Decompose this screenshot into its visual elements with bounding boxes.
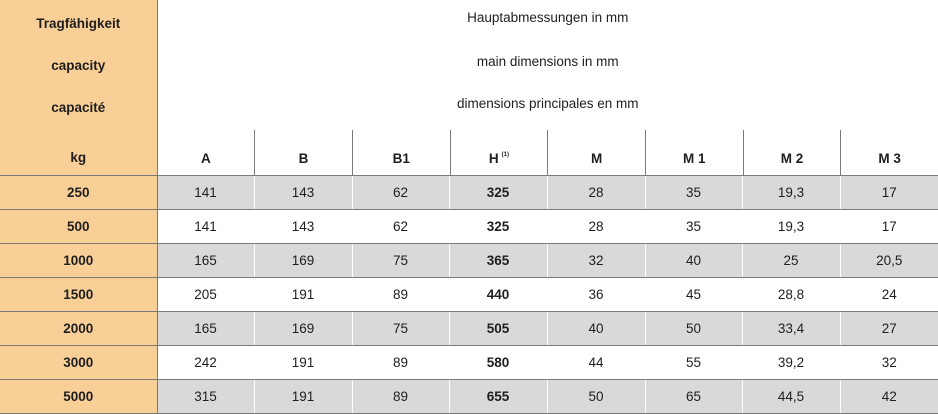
capacity-cell: 3000	[0, 346, 157, 380]
cell-h: 580	[449, 346, 547, 380]
header-row	[0, 0, 938, 176]
cell-a: 165	[157, 244, 254, 278]
capacity-label-fr: capacité	[0, 100, 157, 115]
cell-b: 191	[254, 346, 352, 380]
capacity-unit: kg	[0, 150, 157, 165]
table-row	[0, 244, 938, 278]
column-header-m: M	[547, 130, 645, 175]
cell-m1: 40	[645, 244, 742, 278]
cell-m: 32	[547, 244, 645, 278]
capacity-cell: 2000	[0, 312, 157, 346]
cell-h: 440	[449, 278, 547, 312]
capacity-cell: 1500	[0, 278, 157, 312]
cell-b: 169	[254, 312, 352, 346]
table-row	[0, 380, 938, 414]
column-header-b: B	[254, 130, 352, 175]
cell-m3: 20,5	[840, 244, 938, 278]
column-header-m3: M 3	[840, 130, 938, 175]
cell-m1: 55	[645, 346, 742, 380]
cell-h: 325	[449, 176, 547, 210]
capacity-cell: 5000	[0, 380, 157, 414]
cell-b1: 89	[352, 278, 449, 312]
capacity-label-de: Tragfähigkeit	[0, 16, 157, 31]
cell-m2: 33,4	[742, 312, 840, 346]
capacity-cell: 1000	[0, 244, 157, 278]
cell-m3: 17	[840, 210, 938, 244]
cell-m2: 39,2	[742, 346, 840, 380]
cell-m3: 17	[840, 176, 938, 210]
dimensions-title-fr: dimensions principales en mm	[158, 96, 938, 111]
cell-b1: 75	[352, 244, 449, 278]
cell-m2: 44,5	[742, 380, 840, 414]
column-header-b1: B1	[352, 130, 450, 175]
cell-b: 143	[254, 176, 352, 210]
cell-m1: 35	[645, 210, 742, 244]
cell-b: 143	[254, 210, 352, 244]
cell-h: 655	[449, 380, 547, 414]
cell-m: 44	[547, 346, 645, 380]
cell-m1: 45	[645, 278, 742, 312]
cell-m: 50	[547, 380, 645, 414]
cell-m2: 19,3	[742, 176, 840, 210]
table-row	[0, 210, 938, 244]
cell-m3: 32	[840, 346, 938, 380]
capacity-cell: 250	[0, 176, 157, 210]
cell-m3: 24	[840, 278, 938, 312]
cell-m3: 27	[840, 312, 938, 346]
cell-b1: 75	[352, 312, 449, 346]
column-header-m2: M 2	[743, 130, 841, 175]
table-row	[0, 346, 938, 380]
column-headers	[158, 130, 938, 175]
cell-m2: 28,8	[742, 278, 840, 312]
cell-a: 165	[157, 312, 254, 346]
cell-b1: 89	[352, 380, 449, 414]
cell-m2: 19,3	[742, 210, 840, 244]
cell-m: 28	[547, 210, 645, 244]
table-row	[0, 278, 938, 312]
dimensions-title-de: Hauptabmessungen in mm	[158, 10, 938, 25]
cell-b1: 89	[352, 346, 449, 380]
cell-b1: 62	[352, 176, 449, 210]
cell-b: 191	[254, 278, 352, 312]
capacity-header	[0, 0, 157, 176]
dimensions-title-en: main dimensions in mm	[158, 54, 938, 69]
cell-m1: 50	[645, 312, 742, 346]
cell-m2: 25	[742, 244, 840, 278]
cell-a: 242	[157, 346, 254, 380]
column-header-h: H $^{(1)}$	[450, 130, 548, 175]
footnote-marker: (1)	[502, 152, 509, 158]
cell-m1: 35	[645, 176, 742, 210]
cell-m: 36	[547, 278, 645, 312]
capacity-cell: 500	[0, 210, 157, 244]
cell-m3: 42	[840, 380, 938, 414]
cell-a: 141	[157, 176, 254, 210]
cell-a: 141	[157, 210, 254, 244]
table-row	[0, 312, 938, 346]
cell-m: 28	[547, 176, 645, 210]
cell-b: 169	[254, 244, 352, 278]
cell-h: 505	[449, 312, 547, 346]
cell-b1: 62	[352, 210, 449, 244]
capacity-label-en: capacity	[0, 58, 157, 73]
cell-h: 325	[449, 210, 547, 244]
cell-m: 40	[547, 312, 645, 346]
cell-m1: 65	[645, 380, 742, 414]
cell-h: 365	[449, 244, 547, 278]
table-row	[0, 176, 938, 210]
cell-b: 191	[254, 380, 352, 414]
column-header-a: A	[158, 130, 255, 175]
dimensions-header	[157, 0, 938, 176]
cell-a: 315	[157, 380, 254, 414]
column-header-m1: M 1	[645, 130, 743, 175]
cell-a: 205	[157, 278, 254, 312]
